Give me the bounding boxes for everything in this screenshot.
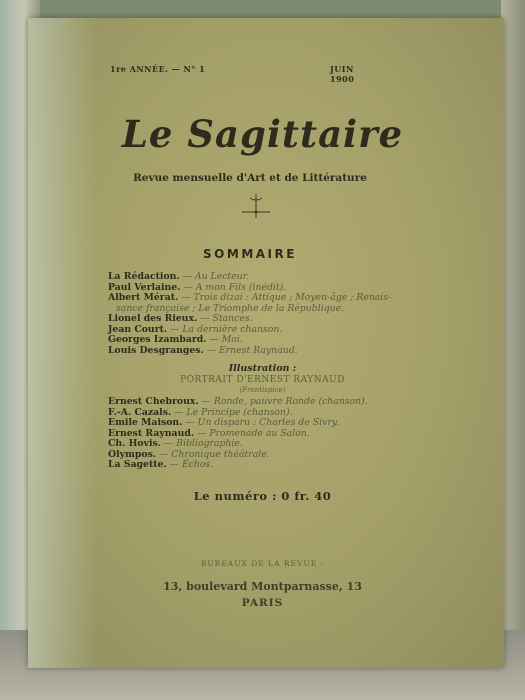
- toc-item: F.-A. Cazals. — Le Principe (chanson).: [108, 406, 293, 418]
- toc-item: Jean Court. — La dernière chanson.: [108, 323, 283, 335]
- magazine-subtitle: Revue mensuelle d'Art et de Littérature: [133, 172, 367, 184]
- ornament-icon: [236, 192, 276, 220]
- toc-item: Albert Mérat. — Trois dizai : Attique ; Moyen-âge ; Renais-: [108, 292, 392, 303]
- issue-line: [110, 64, 370, 84]
- sommaire-heading: SOMMAIRE: [203, 247, 297, 261]
- office-city: PARIS: [241, 597, 284, 609]
- toc-item: Emile Maison. — Un disparu : Charles de Sivry.: [108, 417, 339, 428]
- issue-price: Le numéro : 0 fr. 40: [193, 489, 332, 503]
- toc-item-continuation: sance française ; Le Triomphe de la République.: [116, 302, 345, 314]
- toc-item: Louis Desgranges. — Ernest Raynaud.: [108, 344, 298, 356]
- issue-number: 1re ANNÉE. — N° 1: [110, 64, 206, 74]
- toc-item: Paul Verlaine. — A mon Fils (inédit).: [108, 281, 287, 293]
- toc-item: La Sagette. — Échos.: [108, 459, 214, 470]
- issue-date: JUIN 1900: [330, 64, 355, 84]
- illustration-label: Illustration :: [228, 363, 297, 374]
- office-address: 13, boulevard Montparnasse, 13: [163, 580, 362, 593]
- table-of-contents: [108, 272, 448, 356]
- toc-item: Olympos. — Chronique théâtrale.: [108, 448, 270, 460]
- toc-item: Lionel des Rieux. — Stances.: [108, 313, 253, 324]
- office-label: BUREAUX DE LA REVUE :: [200, 559, 325, 568]
- illustration-note: (Frontispice): [239, 386, 286, 394]
- background-right: [501, 0, 525, 700]
- toc-item: Ch. Hovis. — Bibliographie.: [108, 438, 243, 449]
- toc-item: Georges Izambard. — Moi.: [108, 334, 243, 345]
- magazine-title: Le Sagittaire: [121, 112, 404, 156]
- toc-item: Ernest Raynaud. — Promenade au Salon.: [108, 427, 310, 439]
- illustration-title: PORTRAIT D'ERNEST RAYNAUD: [180, 375, 345, 385]
- table-of-contents-continued: [108, 397, 448, 471]
- toc-item: Ernest Chebroux. — Ronde, pauvre Ronde (chanson).: [108, 396, 368, 407]
- toc-item: La Rédaction. — Au Lecteur.: [108, 271, 250, 282]
